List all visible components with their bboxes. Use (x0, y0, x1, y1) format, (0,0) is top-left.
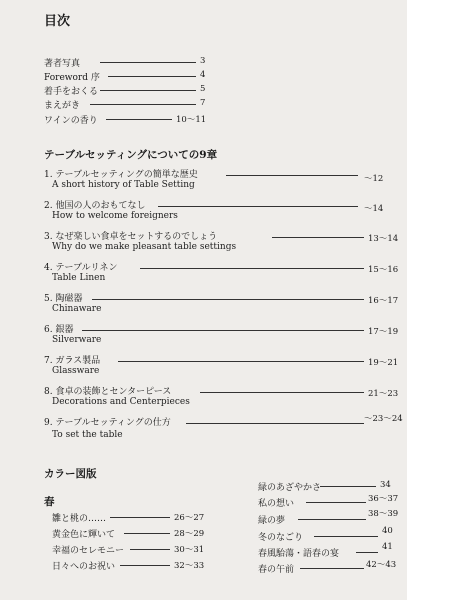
plate-label: 春の午前 (258, 565, 295, 575)
leader-line (158, 206, 358, 207)
front-matter-label: ワインの香り (44, 116, 98, 126)
leader-line (130, 549, 170, 550)
front-matter-label: 着手をおくる (44, 87, 99, 97)
entry-title-en: Silverware (52, 335, 102, 345)
page-number: ～12 (364, 174, 384, 184)
entry-title-jp: 2. 他国の人のおもてなし (44, 201, 146, 211)
page-number: 21～23 (368, 389, 399, 399)
entry-title-jp: 9. テーブルセッティングの仕方 (44, 418, 171, 428)
leader-line (82, 330, 364, 331)
page-edge (407, 0, 450, 600)
page-number: 34 (380, 480, 391, 490)
page-number: 42～43 (366, 560, 397, 570)
page-number: 32～33 (174, 561, 205, 571)
plate-label: 私の想い (258, 499, 295, 509)
entry-title-jp: 1. テーブルセッティングの簡単な歴史 (44, 170, 198, 180)
leader-line (100, 62, 196, 63)
plate-label: 緑のあざやかさ (258, 483, 322, 493)
page-number: 38～39 (368, 509, 399, 519)
entry-title-en: Why do we make pleasant table settings (52, 242, 237, 252)
plate-label: 黄金色に輝いて (52, 530, 116, 540)
page-number: 40 (382, 526, 393, 536)
page-number: 30～31 (174, 545, 205, 555)
page-number: 10～11 (176, 115, 207, 125)
leader-line (100, 90, 196, 91)
leader-line (106, 119, 172, 120)
chapter-title: テーブルセッティングについての9章 (44, 149, 218, 161)
leader-line (226, 175, 358, 176)
leader-line (314, 536, 378, 537)
page-number: 4 (200, 70, 206, 80)
entry-title-en: Table Linen (52, 273, 106, 283)
season-heading: 春 (44, 496, 55, 508)
page-title: 目次 (44, 14, 71, 29)
front-matter-label: Foreword 序 (44, 73, 100, 83)
entry-title-en: To set the table (52, 430, 123, 440)
entry-title-en: How to welcome foreigners (52, 211, 178, 221)
plate-label: 日々へのお祝い (52, 562, 116, 572)
page-number: 16～17 (368, 296, 399, 306)
leader-line (140, 268, 364, 269)
leader-line (300, 568, 364, 569)
leader-line (118, 361, 364, 362)
plate-label: 冬のなごり (258, 533, 304, 543)
plate-label: 幸福のセレモニー (52, 546, 125, 556)
page-number: 41 (382, 542, 393, 552)
entry-title-en: A short history of Table Setting (52, 180, 195, 190)
leader-line (90, 104, 196, 105)
entry-title-jp: 6. 銀器 (44, 325, 74, 335)
entry-title-en: Chinaware (52, 304, 102, 314)
front-matter-label: まえがき (44, 101, 81, 111)
page-number: ～23～24 (364, 414, 403, 424)
leader-line (92, 299, 364, 300)
page-number: 15～16 (368, 265, 399, 275)
leader-line (108, 76, 196, 77)
entry-title-en: Glassware (52, 366, 100, 376)
leader-line (306, 502, 366, 503)
page-number: 28～29 (174, 529, 205, 539)
plate-label: 春風駘蕩・語春の宴 (258, 549, 340, 559)
leader-line (272, 237, 364, 238)
front-matter-label: 著者写真 (44, 59, 81, 69)
page-number: ～14 (364, 204, 384, 214)
plate-label: 雛と桃の…… (52, 514, 107, 524)
leader-line (124, 533, 170, 534)
leader-line (120, 565, 170, 566)
color-section-title: カラー図版 (44, 468, 97, 480)
page-number: 13～14 (368, 234, 399, 244)
page-number: 17～19 (368, 327, 399, 337)
plate-label: 緑の夢 (258, 516, 286, 526)
page-number: 5 (200, 84, 206, 94)
leader-line (110, 517, 170, 518)
entry-title-jp: 7. ガラス製品 (44, 356, 101, 366)
entry-title-jp: 4. テーブルリネン (44, 263, 118, 273)
page-number: 19～21 (368, 358, 399, 368)
entry-title-en: Decorations and Centerpieces (52, 397, 190, 407)
leader-line (356, 552, 378, 553)
page-number: 3 (200, 56, 206, 66)
page-number: 7 (200, 98, 206, 108)
entry-title-jp: 3. なぜ楽しい食卓をセットするのでしょう (44, 232, 218, 242)
page-number: 26～27 (174, 513, 205, 523)
entry-title-jp: 8. 食卓の装飾とセンターピース (44, 387, 172, 397)
leader-line (186, 423, 364, 424)
leader-line (298, 519, 366, 520)
leader-line (320, 486, 376, 487)
page-number: 36～37 (368, 494, 399, 504)
entry-title-jp: 5. 陶磁器 (44, 294, 83, 304)
leader-line (200, 392, 364, 393)
